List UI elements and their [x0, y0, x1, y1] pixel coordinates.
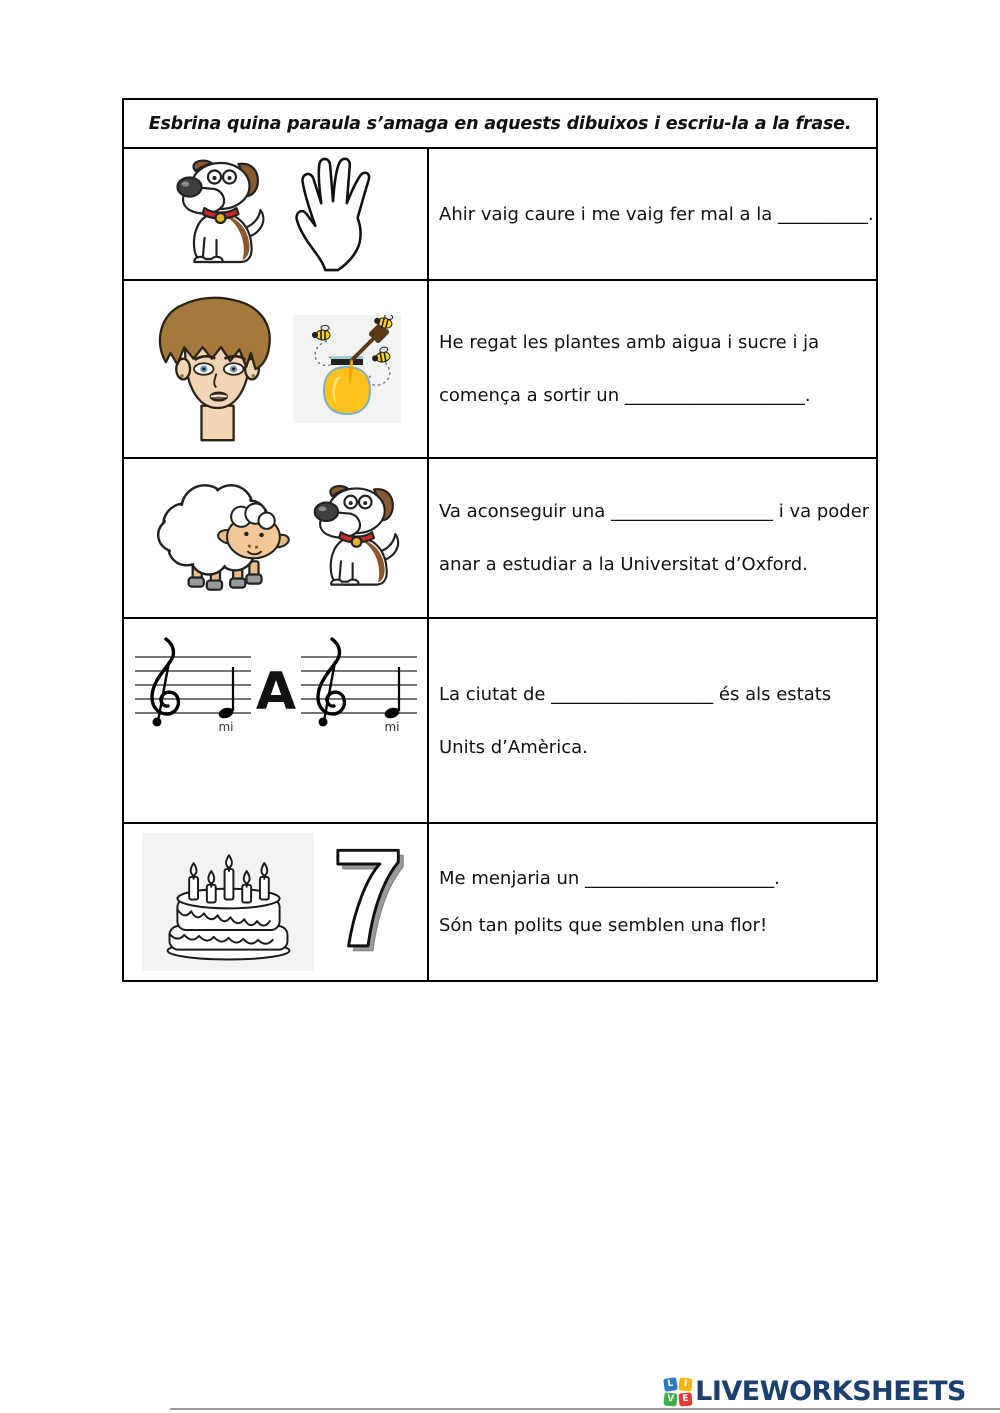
sentence-line: anar a estudiar a la Universitat d’Oxford.: [439, 554, 808, 575]
logo-tile-e: E: [679, 1392, 693, 1406]
sentence-line: Me menjaria un _____________________.: [439, 868, 780, 889]
row1-sentence-cell: [429, 149, 876, 279]
page-bottom-divider: [170, 1408, 1000, 1410]
letter-a-label: A: [255, 662, 296, 722]
note-label-mi: mi: [383, 720, 400, 734]
row4-images-cell: [124, 619, 429, 822]
sentence-line: La ciutat de __________________ és als estats: [439, 683, 832, 705]
boy-face-image: [151, 295, 283, 443]
sentence-line: comença a sortir un ____________________.: [439, 385, 811, 406]
row2-sentence-cell: [429, 281, 876, 457]
row4-sentence-cell: [429, 619, 876, 822]
honey-jar-image: [293, 315, 401, 423]
row3-sentence-cell: [429, 459, 876, 617]
row2-images-cell: [124, 281, 429, 457]
dog-image: [168, 158, 274, 270]
birthday-cake-image: [142, 833, 314, 971]
sentence-line: Va aconseguir una __________________ i va poder: [439, 501, 870, 522]
table-row: [124, 457, 876, 617]
logo-tile-i: I: [679, 1377, 693, 1391]
row5-sentence-cell: [429, 824, 876, 980]
sentence-line: Són tan polits que semblen una flor!: [439, 915, 768, 936]
number-seven-image: [332, 843, 410, 961]
logo-tile-l: L: [663, 1377, 678, 1392]
row3-images-cell: [124, 459, 429, 617]
sentence-line: He regat les plantes amb aigua i sucre i ja: [439, 332, 820, 353]
sentence-line: Units d’Amèrica.: [439, 736, 588, 758]
table-row: [124, 822, 876, 980]
music-rebus-image: [131, 631, 421, 745]
liveworksheets-logo[interactable]: [664, 1376, 966, 1407]
row1-images-cell: [124, 149, 429, 279]
logo-wordmark: LIVEWORKSHEETS: [695, 1376, 966, 1407]
worksheet-table: [122, 98, 878, 982]
table-row: [124, 147, 876, 279]
table-row: [124, 617, 876, 822]
dog-image: [306, 483, 408, 593]
note-label-mi: mi: [217, 720, 234, 734]
sentence-line: Ahir vaig caure i me vaig fer mal a la __________.: [439, 203, 874, 225]
sheep-image: [144, 478, 296, 598]
table-row: [124, 279, 876, 457]
logo-tile-v: V: [664, 1392, 678, 1406]
logo-tiles: [664, 1378, 692, 1406]
worksheet-title: Esbrina quina paraula s’amaga en aquests dibuixos i escriu-la a la frase.: [148, 113, 852, 134]
hand-image: [288, 155, 384, 273]
row5-images-cell: [124, 824, 429, 980]
